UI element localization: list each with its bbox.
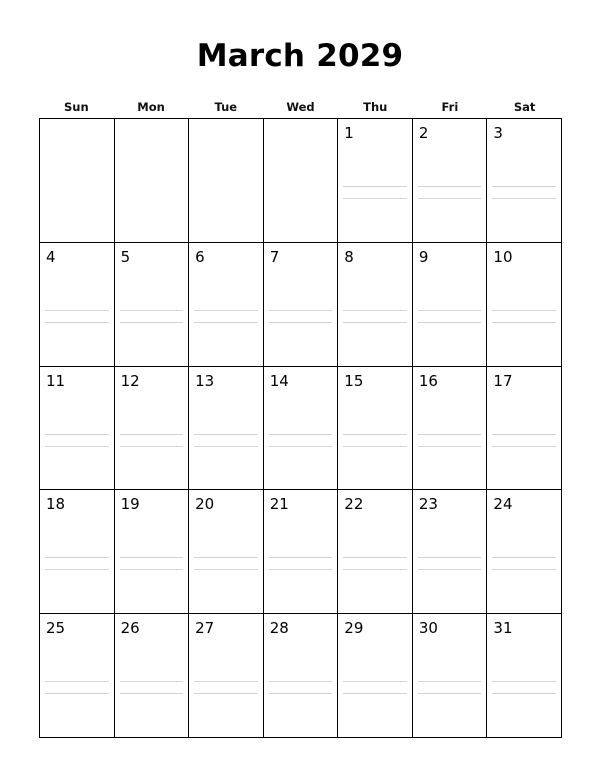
day-number: 23 (418, 495, 438, 514)
day-cell (40, 243, 115, 367)
note-line (120, 557, 184, 558)
day-cell (40, 119, 115, 243)
note-line (492, 693, 556, 694)
note-line (45, 681, 109, 682)
day-cell (413, 614, 488, 738)
note-line (492, 310, 556, 311)
note-line (194, 569, 258, 570)
day-cell (40, 367, 115, 491)
day-cell (264, 614, 339, 738)
day-cell (487, 119, 562, 243)
day-cell (338, 367, 413, 491)
day-cell (413, 243, 488, 367)
day-cell (189, 490, 264, 614)
note-line (269, 322, 333, 323)
day-number: 5 (120, 247, 131, 266)
day-cell (413, 119, 488, 243)
day-number: 25 (46, 619, 66, 638)
day-number: 12 (120, 371, 140, 390)
note-line (194, 322, 258, 323)
note-line (492, 198, 556, 199)
day-number: 15 (344, 371, 364, 390)
note-line (418, 693, 482, 694)
note-line (269, 557, 333, 558)
note-line (194, 446, 258, 447)
note-line (492, 322, 556, 323)
note-line (120, 681, 184, 682)
weekday-sat: Sat (513, 100, 536, 114)
note-line (194, 557, 258, 558)
weekday-wed: Wed (286, 100, 315, 114)
note-line (269, 693, 333, 694)
day-cell (487, 490, 562, 614)
day-cell (264, 490, 339, 614)
note-line (194, 434, 258, 435)
note-line (120, 446, 184, 447)
day-cell (264, 119, 339, 243)
note-line (343, 434, 407, 435)
note-line (492, 434, 556, 435)
note-line (45, 322, 109, 323)
day-cell (115, 367, 190, 491)
note-line (343, 681, 407, 682)
note-line (343, 186, 407, 187)
note-line (418, 681, 482, 682)
day-cell (115, 614, 190, 738)
note-line (418, 186, 482, 187)
note-line (194, 693, 258, 694)
day-cell (338, 490, 413, 614)
note-line (194, 310, 258, 311)
note-line (492, 569, 556, 570)
day-cell (487, 367, 562, 491)
day-number: 2 (418, 124, 429, 142)
day-number: 19 (120, 495, 140, 514)
note-line (418, 446, 482, 447)
note-line (269, 681, 333, 682)
note-line (45, 310, 109, 311)
day-cell (115, 490, 190, 614)
day-number: 16 (418, 371, 438, 390)
note-line (120, 693, 184, 694)
day-number: 11 (46, 371, 66, 390)
note-line (120, 569, 184, 570)
day-number: 21 (269, 495, 289, 514)
day-number: 26 (120, 619, 140, 638)
day-number: 29 (344, 619, 364, 638)
day-cell (115, 243, 190, 367)
day-number: 13 (195, 371, 215, 390)
note-line (45, 434, 109, 435)
day-cell (189, 119, 264, 243)
note-line (120, 310, 184, 311)
day-cell (189, 243, 264, 367)
day-number: 6 (195, 247, 205, 266)
note-line (45, 569, 109, 570)
day-number: 3 (493, 124, 503, 142)
note-line (492, 681, 556, 682)
day-cell (115, 119, 190, 243)
day-number: 18 (46, 495, 66, 514)
day-number: 10 (493, 247, 513, 266)
day-number: 28 (269, 619, 289, 638)
day-cell (413, 367, 488, 491)
day-number: 1 (344, 124, 354, 142)
day-cell (413, 490, 488, 614)
day-number: 14 (269, 371, 289, 390)
note-line (343, 569, 407, 570)
note-line (418, 557, 482, 558)
note-line (343, 322, 407, 323)
weekday-header-row (39, 99, 562, 115)
note-line (343, 310, 407, 311)
note-line (194, 681, 258, 682)
weekday-sun: Sun (64, 100, 89, 114)
day-cell (338, 119, 413, 243)
day-cell (189, 614, 264, 738)
day-number: 7 (269, 247, 280, 266)
day-number: 31 (493, 619, 513, 638)
note-line (45, 557, 109, 558)
day-cell (338, 614, 413, 738)
day-number: 4 (46, 247, 56, 266)
note-line (418, 198, 482, 199)
note-line (418, 310, 482, 311)
note-line (269, 310, 333, 311)
note-line (418, 322, 482, 323)
weekday-fri: Fri (441, 100, 459, 114)
note-line (492, 557, 556, 558)
calendar-title: March 2029 (196, 38, 404, 74)
day-number: 30 (418, 619, 438, 638)
note-line (343, 198, 407, 199)
day-cell (40, 490, 115, 614)
day-cell (338, 243, 413, 367)
day-number: 8 (344, 247, 354, 266)
day-number: 27 (195, 619, 215, 638)
note-line (492, 186, 556, 187)
note-line (418, 434, 482, 435)
note-line (45, 446, 109, 447)
note-line (343, 446, 407, 447)
day-cell (264, 243, 339, 367)
day-number: 17 (493, 371, 513, 390)
note-line (45, 693, 109, 694)
day-cell (487, 614, 562, 738)
note-line (418, 569, 482, 570)
day-number: 22 (344, 495, 364, 514)
note-line (343, 557, 407, 558)
day-number: 9 (418, 247, 429, 266)
day-number: 20 (195, 495, 215, 514)
note-line (492, 446, 556, 447)
weekday-tue: Tue (214, 100, 238, 114)
day-cell (189, 367, 264, 491)
calendar-grid (39, 118, 562, 738)
note-line (120, 434, 184, 435)
day-number: 24 (493, 495, 513, 514)
day-cell (40, 614, 115, 738)
day-cell (264, 367, 339, 491)
note-line (269, 434, 333, 435)
weekday-mon: Mon (137, 100, 165, 114)
note-line (269, 569, 333, 570)
weekday-thu: Thu (363, 100, 388, 114)
note-line (269, 446, 333, 447)
note-line (343, 693, 407, 694)
day-cell (487, 243, 562, 367)
note-line (120, 322, 184, 323)
